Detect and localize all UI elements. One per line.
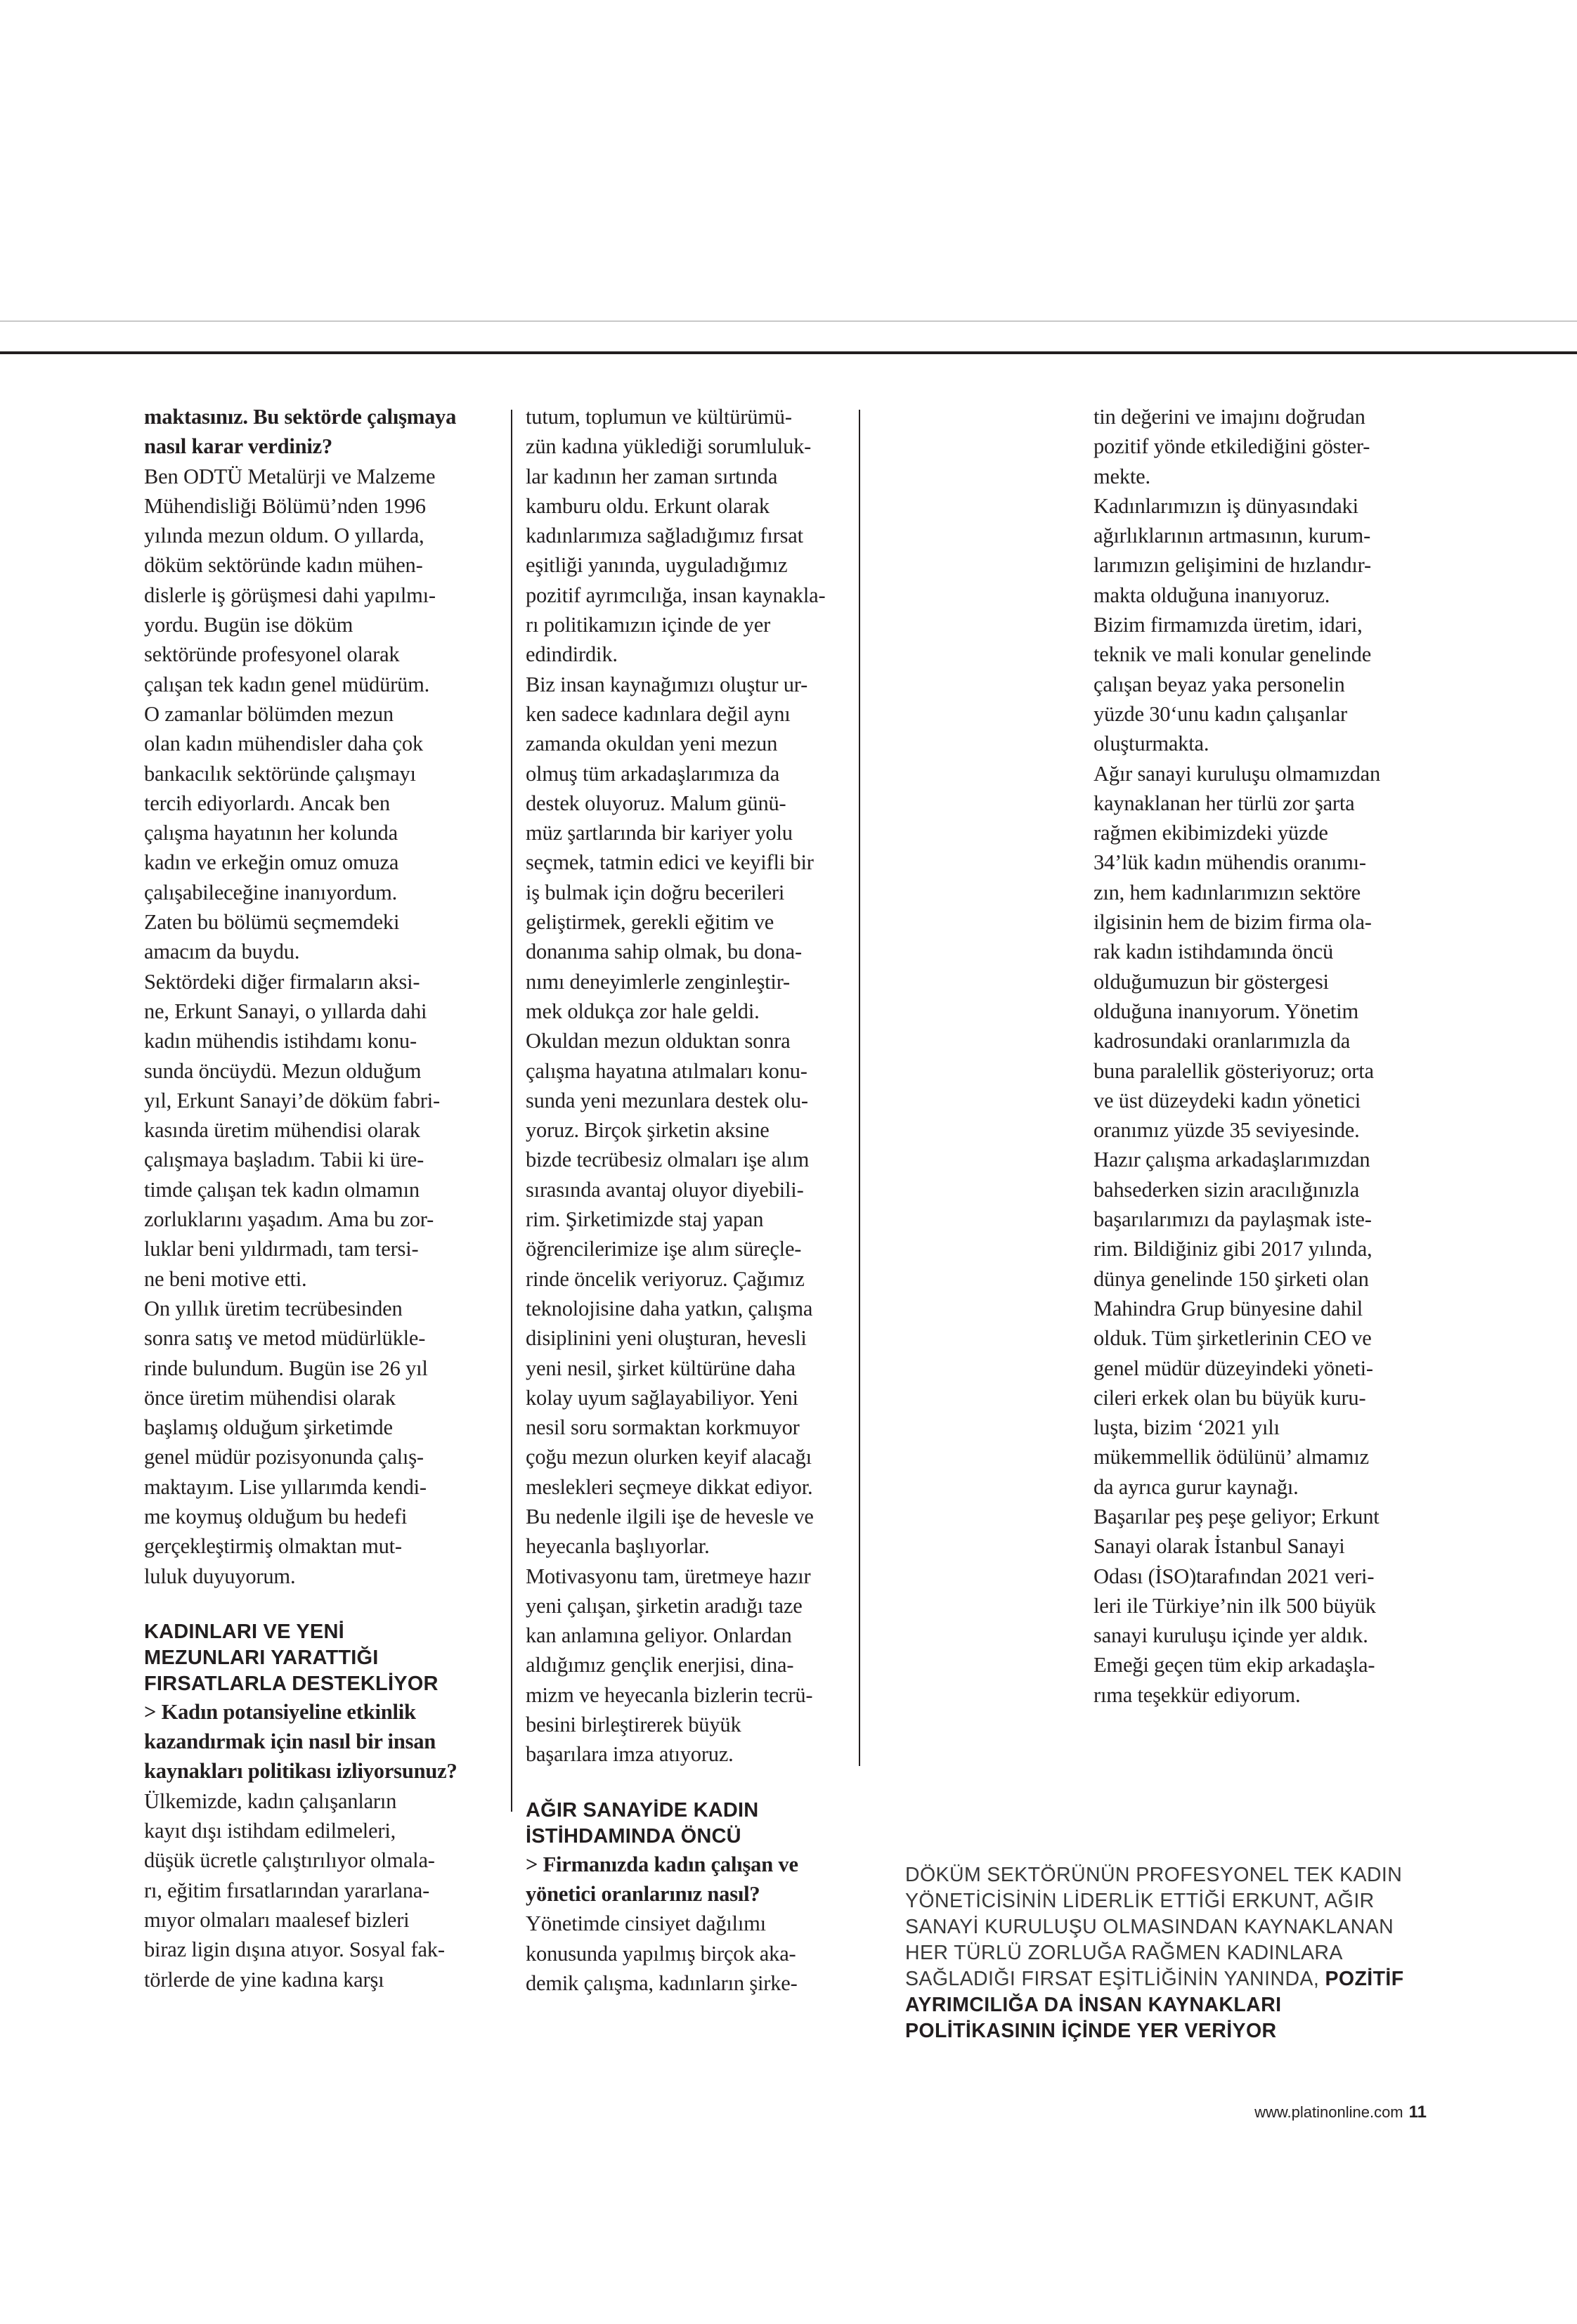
heading-line: MEZUNLARI YARATTIĞI: [144, 1646, 379, 1669]
text-line: lar kadının her zaman sırtında: [526, 464, 778, 488]
text-line: > Kadın potansiyeline etkinlik: [144, 1699, 416, 1724]
text-line: nasıl karar verdiniz?: [144, 434, 333, 459]
text-line: amacım da buydu.: [144, 940, 300, 964]
text-line: öğrencilerimize işe alım süreçle-: [526, 1237, 802, 1261]
text-line: kayıt dışı istihdam edilmeleri,: [144, 1819, 396, 1843]
text-line: bahsederken sizin aracılığınızla: [1093, 1177, 1360, 1202]
text-line: rinde bulundum. Bugün ise 26 yıl: [144, 1356, 428, 1380]
text-line: konusunda yapılmış birçok aka-: [526, 1941, 796, 1966]
pull-quote: [905, 1862, 1439, 2044]
pull-quote-mixed-line: [905, 1966, 1439, 1992]
text-line: müz şartlarında bir kariyer yolu: [526, 821, 793, 845]
text-line: sonra satış ve metod müdürlükle-: [144, 1326, 426, 1351]
section-heading-women-graduates: [144, 1619, 488, 1697]
text-line: tin değerini ve imajını doğrudan: [1093, 405, 1365, 429]
text-line: mizm ve heyecanla bizlerin tecrü-: [526, 1682, 813, 1707]
text-line: iş bulmak için doğru becerileri: [526, 880, 785, 904]
text-line: teknolojisine daha yatkın, çalışma: [526, 1296, 813, 1320]
page-footer: [1195, 2103, 1427, 2122]
text-line: luşta, bizim ‘2021 yılı: [1093, 1415, 1280, 1440]
text-line: yeni çalışan, şirketin aradığı taze: [526, 1593, 803, 1618]
text-line: sanayi kuruluşu içinde yer aldık.: [1093, 1623, 1368, 1648]
heading-line: İSTİHDAMINDA ÖNCÜ: [526, 1824, 741, 1848]
text-line: da ayrıca gurur kaynağı.: [1093, 1474, 1299, 1499]
text-line: makta olduğuna inanıyoruz.: [1093, 583, 1330, 607]
text-line: genel müdür düzeyindeki yöneti-: [1093, 1356, 1373, 1380]
text-line: rıma teşekkür ediyorum.: [1093, 1682, 1301, 1707]
text-line: larımızın gelişimini de hızlandır-: [1093, 553, 1371, 578]
column-2-body: [526, 402, 856, 1770]
text-line: teknik ve mali konular genelinde: [1093, 642, 1372, 667]
text-line: maktayım. Lise yıllarımda kendi-: [144, 1474, 427, 1499]
text-line: rim. Şirketimizde staj yapan: [526, 1207, 764, 1232]
text-line: biraz ligin dışına atıyor. Sosyal fak-: [144, 1937, 445, 1962]
text-line: Ben ODTÜ Metalürji ve Malzeme: [144, 464, 436, 488]
text-line: kolay uyum sağlayabiliyor. Yeni: [526, 1385, 798, 1410]
text-line: sektöründe profesyonel olarak: [144, 642, 400, 667]
section-heading-heavy-industry: [526, 1798, 856, 1850]
question-employee-ratios: [526, 1850, 856, 1909]
text-line: Motivasyonu tam, üretmeye hazır: [526, 1564, 811, 1588]
top-rule-thick: [0, 351, 1577, 354]
text-line: kaynaklanan her türlü zor şarta: [1093, 791, 1355, 815]
text-line: tercih ediyorlardı. Ancak ben: [144, 791, 390, 815]
text-line: olan kadın mühendisler daha çok: [144, 732, 423, 756]
text-line: cileri erkek olan bu büyük kuru-: [1093, 1385, 1366, 1410]
text-line: meslekleri seçmeye dikkat ediyor.: [526, 1474, 813, 1499]
text-line: aldığımız gençlik enerjisi, dina-: [526, 1653, 794, 1677]
text-line: rim. Bildiğiniz gibi 2017 yılında,: [1093, 1237, 1372, 1261]
text-line: Ülkemizde, kadın çalışanların: [144, 1789, 397, 1813]
text-line: törlerde de yine kadına karşı: [144, 1967, 384, 1992]
text-line: tutum, toplumun ve kültürümü-: [526, 405, 792, 429]
text-line: olduk. Tüm şirketlerinin CEO ve: [1093, 1326, 1372, 1351]
text-line: zün kadına yüklediği sorumluluk-: [526, 434, 812, 459]
text-line: yoruz. Birçok şirketin aksine: [526, 1118, 770, 1143]
column-divider-1: [511, 410, 512, 1812]
top-rule-thin: [0, 320, 1577, 322]
text-line: geliştirmek, gerekli eğitim ve: [526, 910, 774, 935]
text-line: seçmek, tatmin edici ve keyifli bir: [526, 850, 814, 875]
text-line: rak kadın istihdamında öncü: [1093, 940, 1334, 964]
text-line: genel müdür pozisyonunda çalış-: [144, 1445, 424, 1469]
pull-quote-bold-text: POZİTİF: [1325, 1968, 1404, 1990]
text-line: kazandırmak için nasıl bir insan: [144, 1729, 436, 1754]
answer-employee-ratios: [526, 1909, 856, 1998]
text-line: sırasında avantaj oluyor diyebili-: [526, 1177, 804, 1202]
text-line: Bizim firmamızda üretim, idari,: [1093, 613, 1363, 637]
text-line: Emeği geçen tüm ekip arkadaşla-: [1093, 1653, 1375, 1677]
text-line: heyecanla başlıyorlar.: [526, 1534, 710, 1559]
text-line: düşük ücretle çalıştırılıyor olmala-: [144, 1848, 435, 1873]
answer-hr-policy: [144, 1786, 488, 1994]
intro-answer: [144, 462, 488, 1591]
text-line: kadın ve erkeğin omuz omuza: [144, 850, 399, 875]
text-line: kaynakları politikası izliyorsunuz?: [144, 1759, 457, 1784]
text-line: destek oluyoruz. Malum günü-: [526, 791, 786, 815]
text-line: dünya genelinde 150 şirketi olan: [1093, 1266, 1369, 1291]
column-3: [1093, 402, 1438, 1710]
text-line: Sektördeki diğer firmaların aksi-: [144, 969, 420, 994]
pull-quote-line: HER TÜRLÜ ZORLUĞA RAĞMEN KADINLARA: [905, 1942, 1343, 1964]
text-line: me koymuş olduğum bu hedefi: [144, 1504, 408, 1528]
pull-quote-line: SANAYİ KURULUŞU OLMASINDAN KAYNAKLANAN: [905, 1916, 1394, 1938]
text-line: demik çalışma, kadınların şirke-: [526, 1971, 798, 1995]
text-line: çalışan beyaz yaka personelin: [1093, 672, 1345, 696]
text-line: olmuş tüm arkadaşlarımıza da: [526, 761, 780, 786]
text-line: O zamanlar bölümden mezun: [144, 701, 394, 726]
text-line: olduğuna inanıyorum. Yönetim: [1093, 999, 1359, 1023]
heading-line: KADINLARI VE YENİ: [144, 1620, 344, 1643]
text-line: mekte.: [1093, 464, 1150, 488]
text-line: başarılarımızı da paylaşmak iste-: [1093, 1207, 1372, 1232]
text-line: kasında üretim mühendisi olarak: [144, 1118, 420, 1143]
text-line: yönetici oranlarınız nasıl?: [526, 1881, 760, 1906]
text-line: oluşturmakta.: [1093, 732, 1209, 756]
text-line: kamburu oldu. Erkunt olarak: [526, 493, 770, 518]
column-divider-2: [859, 410, 860, 1766]
text-line: çalışma hayatına atılmaları konu-: [526, 1058, 807, 1083]
text-line: ilgisinin hem de bizim firma ola-: [1093, 910, 1372, 935]
text-line: ken sadece kadınlara değil aynı: [526, 701, 791, 726]
text-line: zorluklarını yaşadım. Ama bu zor-: [144, 1207, 434, 1232]
text-line: sunda öncüydü. Mezun olduğum: [144, 1058, 422, 1083]
text-line: döküm sektöründe kadın mühen-: [144, 553, 423, 578]
text-line: timde çalışan tek kadın olmamın: [144, 1177, 420, 1202]
text-line: kadın mühendis istihdamı konu-: [144, 1029, 417, 1053]
text-line: maktasınız. Bu sektörde çalışmaya: [144, 405, 457, 429]
pull-quote-line: DÖKÜM SEKTÖRÜNÜN PROFESYONEL TEK KADIN: [905, 1864, 1403, 1886]
text-line: Bu nedenle ilgili işe de hevesle ve: [526, 1504, 814, 1528]
text-line: çoğu mezun olurken keyif alacağı: [526, 1445, 812, 1469]
text-line: ve üst düzeydeki kadın yönetici: [1093, 1088, 1361, 1112]
text-line: Mühendisliği Bölümü’nden 1996: [144, 493, 426, 518]
text-line: donanıma sahip olmak, bu dona-: [526, 940, 802, 964]
text-line: leri ile Türkiye’nin ilk 500 büyük: [1093, 1593, 1376, 1618]
column-1: [144, 402, 488, 1994]
column-2: [526, 402, 856, 1998]
text-line: rı politikamızın içinde de yer: [526, 613, 771, 637]
heading-line: AĞIR SANAYİDE KADIN: [526, 1798, 759, 1822]
text-line: eşitliği yanında, uyguladığımız: [526, 553, 788, 578]
text-line: Mahindra Grup bünyesine dahil: [1093, 1296, 1363, 1320]
text-line: başarılara imza atıyoruz.: [526, 1742, 734, 1767]
text-line: rı, eğitim fırsatlarından yararlana-: [144, 1878, 430, 1902]
text-line: Odası (İSO)tarafından 2021 veri-: [1093, 1564, 1375, 1588]
text-line: rinde öncelik veriyoruz. Çağımız: [526, 1266, 805, 1291]
text-line: rağmen ekibimizdeki yüzde: [1093, 821, 1328, 845]
text-line: ne, Erkunt Sanayi, o yıllarda dahi: [144, 999, 427, 1023]
text-line: yordu. Bugün ise döküm: [144, 613, 353, 637]
question-hr-policy: [144, 1697, 488, 1786]
text-line: disiplinini yeni oluşturan, hevesli: [526, 1326, 807, 1351]
text-line: luklar beni yıldırmadı, tam tersi-: [144, 1237, 419, 1261]
page-number: 11: [1408, 2103, 1427, 2122]
pull-quote-line: AYRIMCILIĞA DA İNSAN KAYNAKLARI: [905, 1994, 1282, 2016]
text-line: ağırlıklarının artmasının, kurum-: [1093, 524, 1371, 548]
text-line: mükemmellik ödülünü’ almamız: [1093, 1445, 1369, 1469]
text-line: Ağır sanayi kuruluşu olmamızdan: [1093, 761, 1381, 786]
text-line: > Firmanızda kadın çalışan ve: [526, 1852, 798, 1876]
text-line: yılında mezun oldum. O yıllarda,: [144, 524, 424, 548]
text-line: Hazır çalışma arkadaşlarımızdan: [1093, 1148, 1370, 1172]
text-line: Zaten bu bölümü seçmemdeki: [144, 910, 400, 935]
pull-quote-line: YÖNETİCİSİNİN LİDERLİK ETTİĞİ ERKUNT, AĞIR: [905, 1890, 1375, 1912]
text-line: bizde tecrübesiz olmaları işe alım: [526, 1148, 810, 1172]
text-line: sunda yeni mezunlara destek olu-: [526, 1088, 808, 1112]
column-3-body: [1093, 402, 1438, 1710]
pull-quote-line: POLİTİKASININ İÇİNDE YER VERİYOR: [905, 2020, 1277, 2042]
text-line: nesil soru sormaktan korkmuyor: [526, 1415, 800, 1440]
text-line: yıl, Erkunt Sanayi’de döküm fabri-: [144, 1088, 440, 1112]
text-line: Kadınlarımızın iş dünyasındaki: [1093, 493, 1358, 518]
heading-line: FIRSATLARLA DESTEKLİYOR: [144, 1672, 439, 1695]
text-line: besini birleştirerek büyük: [526, 1713, 741, 1737]
text-line: Yönetimde cinsiyet dağılımı: [526, 1911, 766, 1936]
text-line: mıyor olmaları maalesef bizleri: [144, 1907, 410, 1932]
text-line: pozitif ayrımcılığa, insan kaynakla-: [526, 583, 826, 607]
text-line: dislerle iş görüşmesi dahi yapılmı-: [144, 583, 436, 607]
text-line: başlamış olduğum şirketimde: [144, 1415, 393, 1440]
text-line: kadrosundaki oranlarımızla da: [1093, 1029, 1351, 1053]
text-line: oranımız yüzde 35 seviyesinde.: [1093, 1118, 1360, 1143]
text-line: mek oldukça zor hale geldi.: [526, 999, 760, 1023]
text-line: edindirdik.: [526, 642, 618, 667]
text-line: yüzde 30‘unu kadın çalışanlar: [1093, 701, 1347, 726]
footer-url: www.platinonline.com: [1254, 2103, 1403, 2121]
text-line: 34’lük kadın mühendis oranımı-: [1093, 850, 1366, 875]
text-line: ne beni motive etti.: [144, 1266, 307, 1291]
text-line: buna paralellik gösteriyoruz; orta: [1093, 1058, 1374, 1083]
text-line: gerçekleştirmiş olmaktan mut-: [144, 1534, 402, 1559]
text-line: luluk duyuyorum.: [144, 1564, 296, 1588]
text-line: kadınlarımıza sağladığımız fırsat: [526, 524, 803, 548]
pull-quote-light-text: SAĞLADIĞI FIRSAT EŞİTLİĞİNİN YANINDA,: [905, 1968, 1325, 1990]
text-line: önce üretim mühendisi olarak: [144, 1385, 396, 1410]
text-line: bankacılık sektöründe çalışmayı: [144, 761, 416, 786]
text-line: çalışmaya başladım. Tabii ki üre-: [144, 1148, 424, 1172]
text-line: kan anlamına geliyor. Onlardan: [526, 1623, 792, 1648]
text-line: Başarılar peş peşe geliyor; Erkunt: [1093, 1504, 1380, 1528]
text-line: çalışan tek kadın genel müdürüm.: [144, 672, 430, 696]
intro-question: [144, 402, 488, 462]
text-line: nımı deneyimlerle zenginleştir-: [526, 969, 791, 994]
text-line: zın, hem kadınlarımızın sektöre: [1093, 880, 1361, 904]
text-line: On yıllık üretim tecrübesinden: [144, 1296, 403, 1320]
text-line: Okuldan mezun olduktan sonra: [526, 1029, 791, 1053]
text-line: Sanayi olarak İstanbul Sanayi: [1093, 1534, 1345, 1559]
text-line: çalışma hayatının her kolunda: [144, 821, 398, 845]
text-line: olduğumuzun bir göstergesi: [1093, 969, 1329, 994]
text-line: çalışabileceğine inanıyordum.: [144, 880, 398, 904]
text-line: yeni nesil, şirket kültürüne daha: [526, 1356, 796, 1380]
text-line: pozitif yönde etkilediğini göster-: [1093, 434, 1370, 459]
text-line: Biz insan kaynağımızı oluştur ur-: [526, 672, 808, 696]
text-line: zamanda okuldan yeni mezun: [526, 732, 778, 756]
